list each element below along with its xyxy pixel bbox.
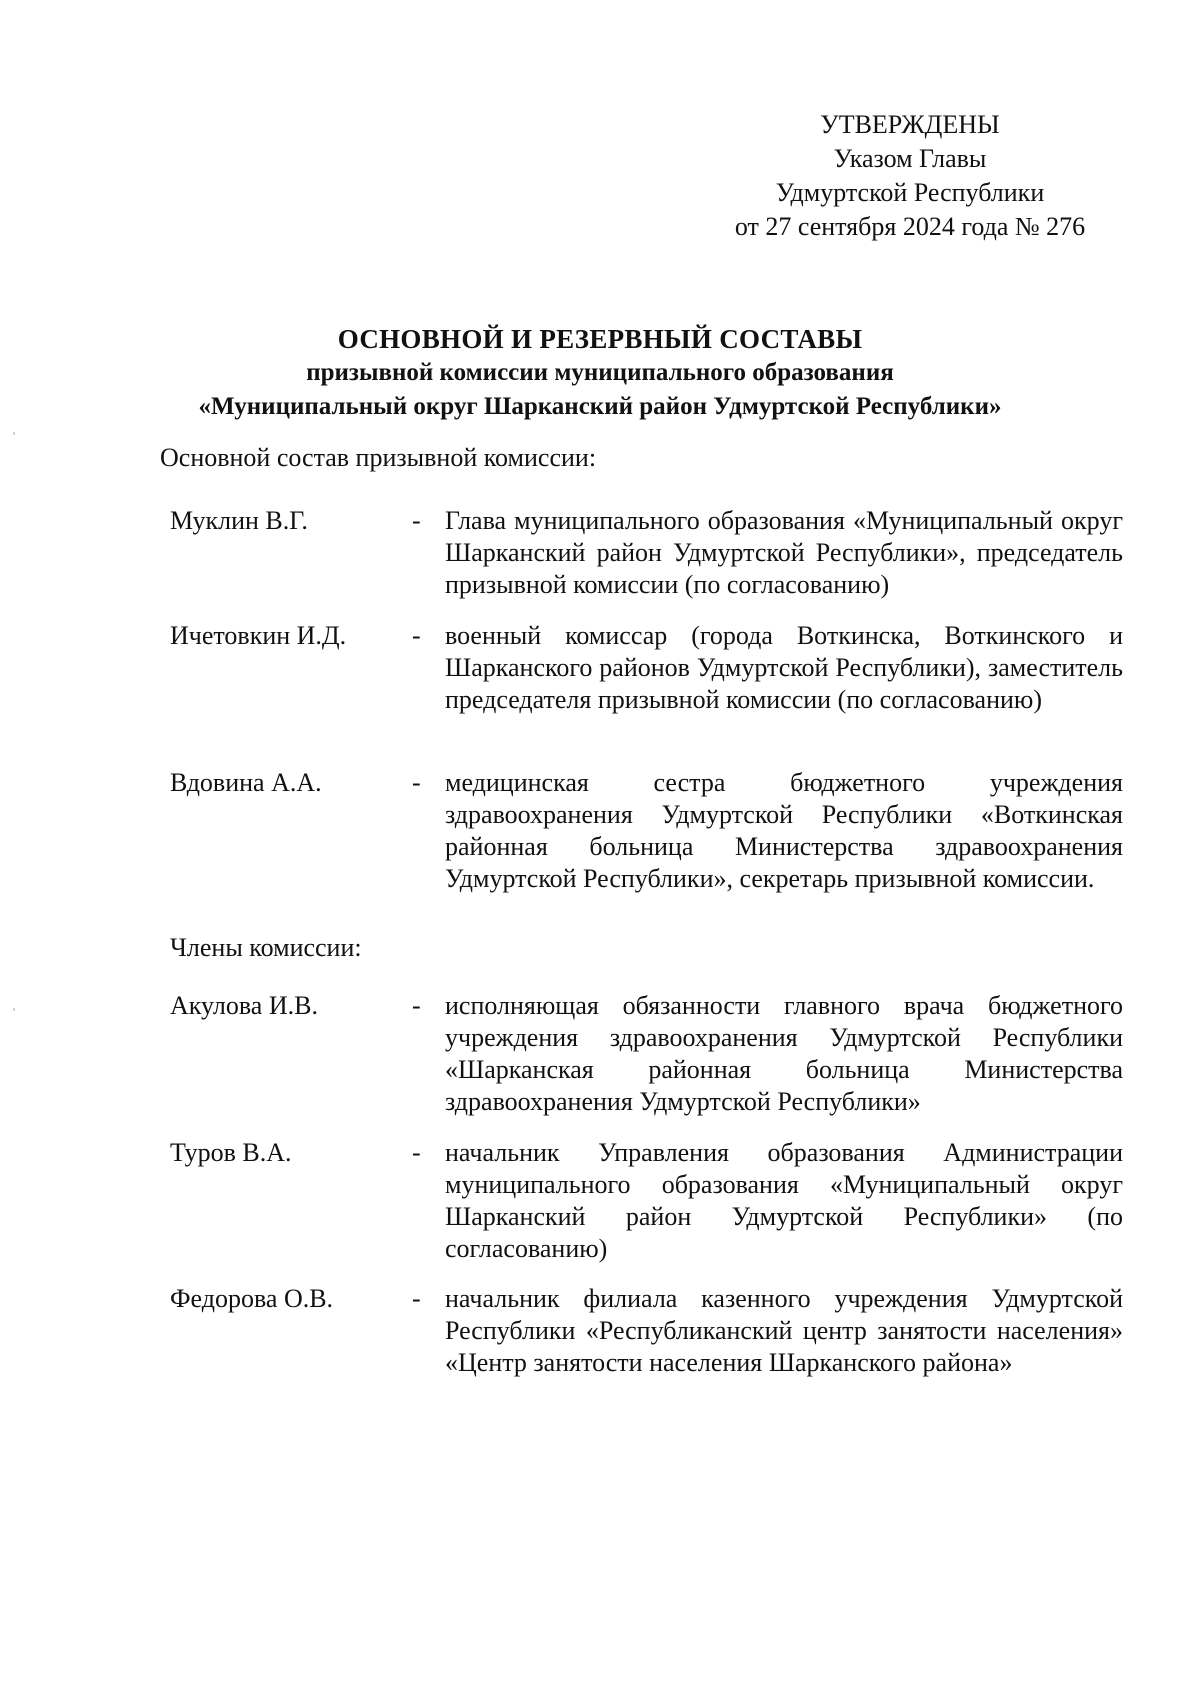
member-dash: - [412, 991, 421, 1020]
approval-decree-line: Указом Главы [833, 144, 987, 173]
commission-members-heading: Члены комиссии: [170, 933, 362, 962]
member-role: военный комиссар (города Воткинска, Воткинского и Шарканского районов Удмуртской Республики), заместитель председателя призывной комиссии (по согласованию) [445, 621, 1123, 714]
member-role: Глава муниципального образования «Муниципальный округ Шарканский район Удмуртской Республики», председатель призывной комиссии (по согласованию) [445, 506, 1123, 599]
member-name: Муклин В.Г. [170, 506, 308, 535]
approval-approved-line: УТВЕРЖДЕНЫ [820, 110, 1000, 139]
member-dash: - [412, 1138, 421, 1167]
member-name: Федорова О.В. [170, 1284, 334, 1313]
member-role: начальник Управления образования Администрации муниципального образования «Муниципальный округ Шарканский район Удмуртской Республики» (по согласованию) [445, 1138, 1123, 1263]
member-dash: - [412, 768, 421, 797]
approval-stamp [690, 108, 1130, 244]
member-role: медицинская сестра бюджетного учреждения здравоохранения Удмуртской Республики «Воткинская районная больница Министерства здравоохранения Удмуртской Республики», секретарь призывной комиссии. [445, 768, 1123, 893]
document-title [100, 322, 1100, 424]
approval-date-line: от 27 сентября 2024 года № 276 [734, 212, 1086, 241]
member-role: исполняющая обязанности главного врача бюджетного учреждения здравоохранения Удмуртской Республики «Шарканская районная больница Министерства здравоохранения Удмуртской Республики» [445, 991, 1123, 1116]
member-dash: - [412, 1284, 421, 1313]
title-subtitle-1: призывной комиссии муниципального образования [306, 359, 894, 386]
member-dash: - [412, 621, 421, 650]
member-name: Ичетовкин И.Д. [170, 621, 347, 650]
approval-republic-line: Удмуртской Республики [775, 178, 1045, 207]
main-composition-heading: Основной состав призывной комиссии: [160, 443, 597, 472]
member-role: начальник филиала казенного учреждения Удмуртской Республики «Республиканский центр занятости населения» «Центр занятости населения Шарканского района» [445, 1284, 1123, 1377]
title-main: ОСНОВНОЙ И РЕЗЕРВНЫЙ СОСТАВЫ [337, 324, 863, 354]
scan-speck [13, 432, 15, 435]
scan-speck [13, 1008, 15, 1011]
member-name: Акулова И.В. [170, 991, 318, 1020]
member-name: Туров В.А. [170, 1138, 292, 1167]
member-dash: - [412, 506, 421, 535]
title-subtitle-2: «Муниципальный округ Шарканский район Удмуртской Республики» [198, 393, 1002, 420]
member-name: Вдовина А.А. [170, 768, 322, 797]
